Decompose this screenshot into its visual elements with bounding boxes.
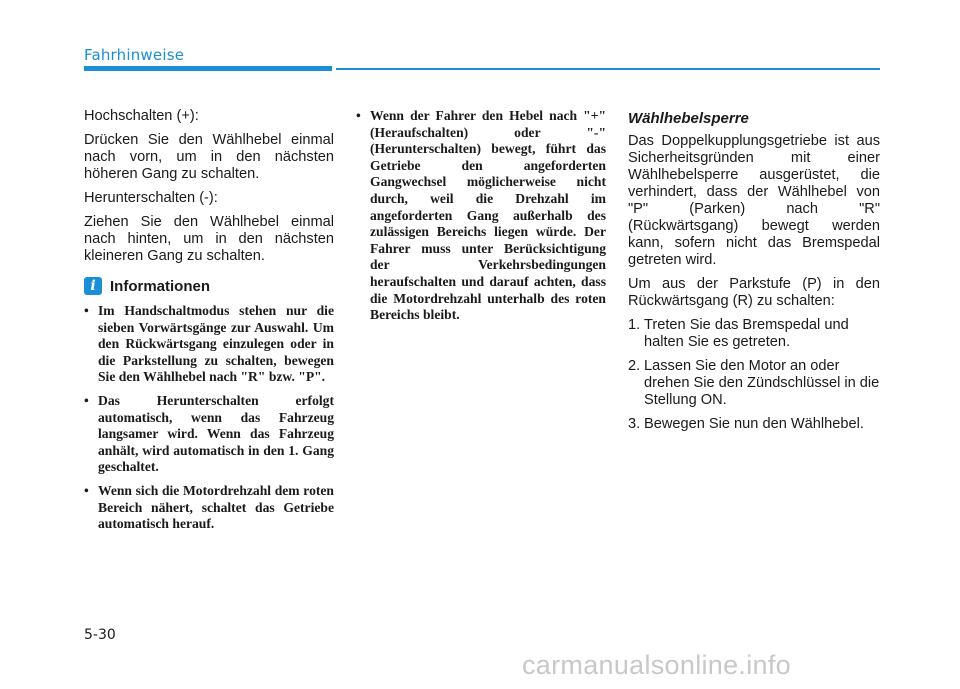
- shift-lock-intro: Um aus der Parkstufe (P) in den Rückwärtsgang (R) zu schalten:: [628, 276, 880, 309]
- header-rule-thick: [84, 66, 332, 71]
- step-number: 3.: [628, 416, 641, 432]
- info-list-continued: [356, 108, 606, 324]
- step-text: Treten Sie das Bremspedal und halten Sie es getreten.: [644, 317, 849, 350]
- step-number: 1.: [628, 317, 641, 333]
- shift-lock-steps: [628, 317, 880, 433]
- page-number: 5-30: [84, 627, 116, 643]
- step-text: Lassen Sie den Motor an oder drehen Sie den Zündschlüssel in die Stellung ON.: [644, 358, 880, 408]
- bullet-glyph: •: [84, 392, 89, 408]
- step-item: [628, 416, 880, 433]
- info-item: [84, 393, 334, 476]
- info-icon: i: [84, 277, 102, 295]
- column-right: [628, 108, 880, 440]
- shift-lock-heading: Wählhebelsperre: [628, 110, 749, 127]
- downshift-text: Ziehen Sie den Wählhebel einmal nach hinten, um in den nächsten kleineren Gang zu schalten.: [84, 214, 334, 264]
- info-item-text: Wenn der Fahrer den Hebel nach "+" (Heraufschalten) oder "-" (Herunterschalten) bewegt, führt das Getriebe den angeforderten Gangwechsel möglicherweise nicht durch, weil die Drehzahl im angeforderten Gang außerhalb des zulässigen Bereichs liegen würde. Der Fahrer muss unter Berücksichtigung der Verkehrsbedingungen heraufschalten und darauf achten, dass die Motordrehzahl unterhalb des roten Bereichs bleibt.: [370, 108, 606, 323]
- info-item: [84, 303, 334, 386]
- step-item: [628, 358, 880, 409]
- header-rule-thin: [336, 68, 880, 70]
- info-item-text: Im Handschaltmodus stehen nur die sieben Vorwärtsgänge zur Auswahl. Um den Rückwärtsgang einzulegen oder in die Parkstellung zu schalten, bewegen Sie den Wählhebel nach "R" bzw. "P".: [98, 303, 334, 385]
- upshift-label: Hochschalten (+):: [84, 108, 199, 124]
- watermark: carmanualsonline.info: [522, 650, 791, 680]
- step-text: Bewegen Sie nun den Wählhebel.: [644, 416, 864, 432]
- step-number: 2.: [628, 358, 641, 374]
- info-title: Informationen: [110, 277, 210, 295]
- info-item-text: Wenn sich die Motordrehzahl dem roten Bereich nähert, schaltet das Getriebe automatisch herauf.: [98, 482, 334, 532]
- shift-lock-text: Das Doppelkupplungsgetriebe ist aus Sicherheitsgründen mit einer Wählhebelsperre ausgerüstet, die verhindert, dass der Wählhebel von "P" (Parken) nach "R" (Rückwärtsgang) bewegt werden kann, sofern nicht das Bremspedal getreten wird.: [628, 133, 880, 268]
- section-title: Fahrhinweise: [84, 46, 185, 64]
- upshift-text: Drücken Sie den Wählhebel einmal nach vorn, um in den nächsten höheren Gang zu schalten.: [84, 132, 334, 182]
- info-item: [356, 108, 606, 324]
- column-middle: [356, 108, 606, 331]
- bullet-glyph: •: [356, 108, 361, 123]
- bullet-glyph: •: [84, 482, 89, 498]
- downshift-label: Herunterschalten (-):: [84, 190, 218, 206]
- column-left: [84, 108, 334, 540]
- step-item: [628, 317, 880, 351]
- bullet-glyph: •: [84, 303, 89, 318]
- info-list: [84, 303, 334, 533]
- info-header: [84, 277, 334, 295]
- info-item: [84, 483, 334, 533]
- info-item-text: Das Herunterschalten erfolgt automatisch, wenn das Fahrzeug langsamer wird. Wenn das Fahrzeug anhält, wird automatisch in den 1. Gang geschaltet.: [98, 392, 334, 475]
